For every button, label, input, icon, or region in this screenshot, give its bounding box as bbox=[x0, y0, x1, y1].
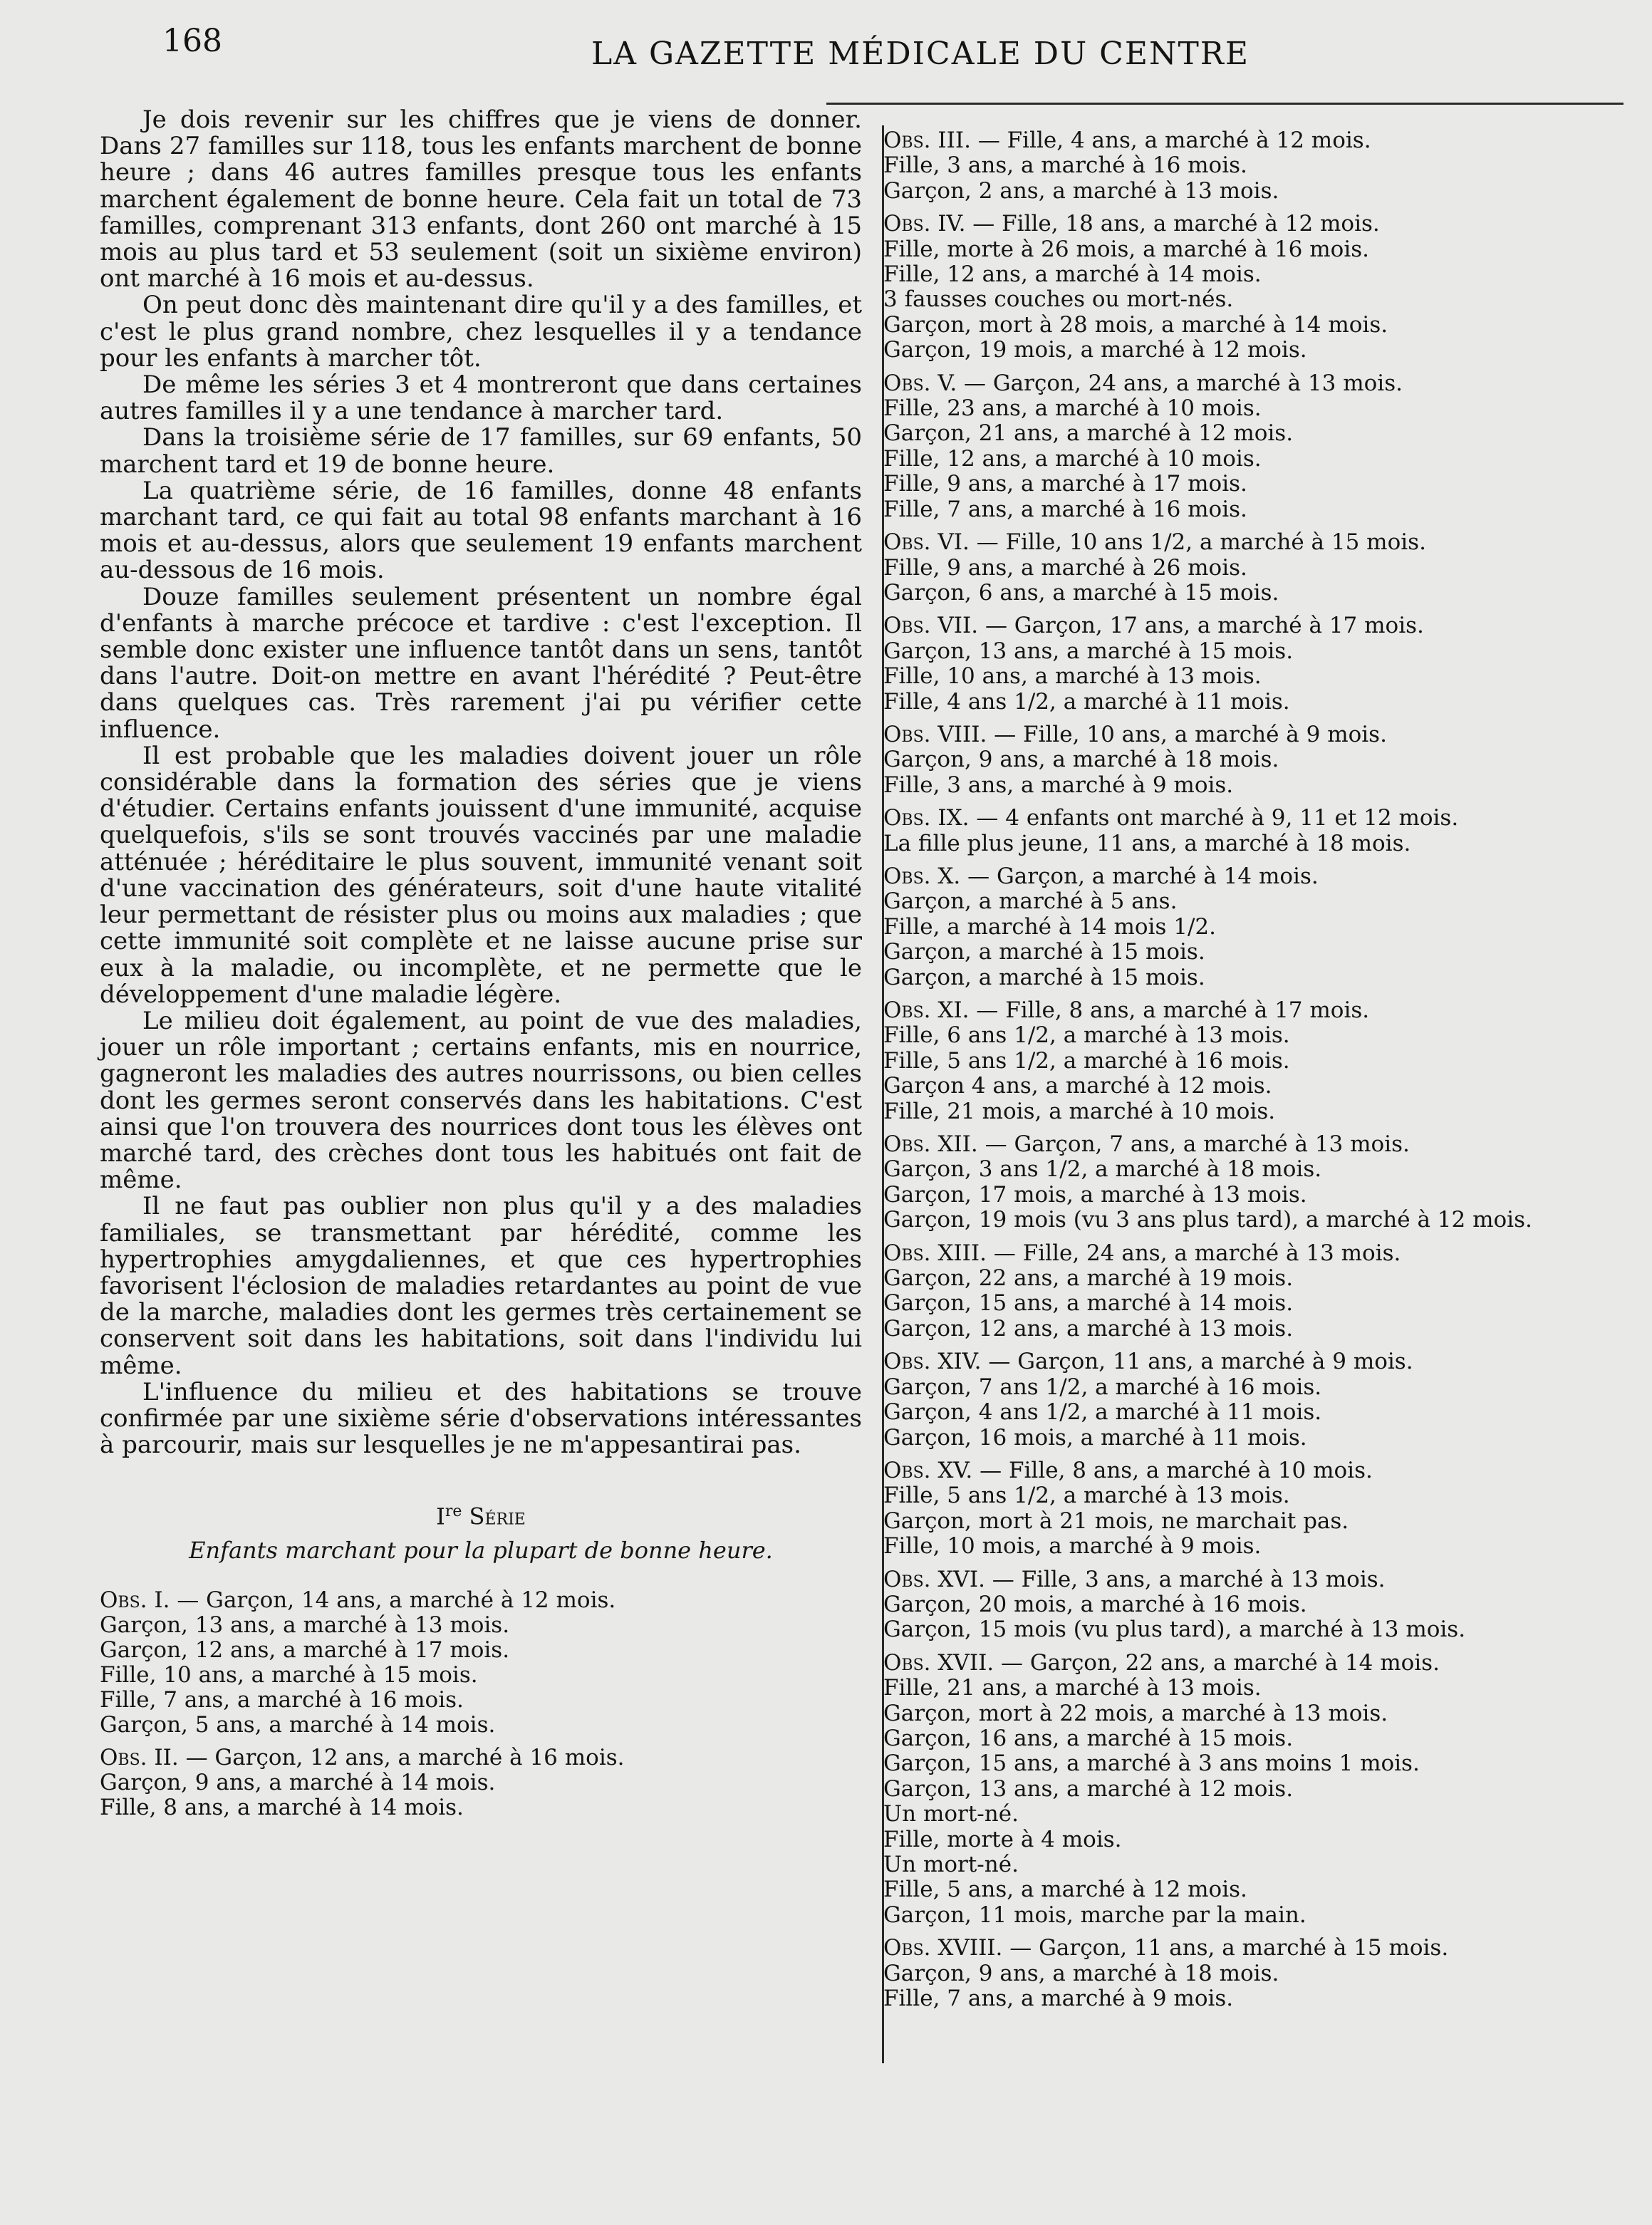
observation-label: Obs. II. bbox=[100, 1745, 179, 1771]
observation-line: Garçon, 6 ans, a marché à 15 mois. bbox=[883, 579, 1279, 606]
observation-first-text: — Garçon, 14 ans, a marché à 12 mois. bbox=[177, 1587, 616, 1614]
page-number: 168 bbox=[162, 23, 222, 59]
header-rule bbox=[826, 103, 1624, 105]
observation-line: Garçon, a marché à 15 mois. bbox=[883, 964, 1205, 990]
observation-first-line bbox=[883, 212, 1610, 237]
observation-first-line bbox=[883, 1241, 1610, 1266]
observation-line: Garçon, 15 mois (vu plus tard), a marché à 13 mois. bbox=[883, 1617, 1466, 1643]
observation-first-line bbox=[883, 1567, 1610, 1592]
observation-block bbox=[883, 1651, 1610, 1928]
observation-line: Fille, a marché à 14 mois 1/2. bbox=[883, 913, 1216, 940]
observation-line: Garçon, 21 ans, a marché à 12 mois. bbox=[883, 420, 1294, 447]
observation-first-line bbox=[883, 1936, 1610, 1961]
observation-first-text: — Fille, 10 ans 1/2, a marché à 15 mois. bbox=[976, 529, 1426, 556]
observation-line: Fille, 3 ans, a marché à 9 mois. bbox=[883, 772, 1234, 798]
observation-line: Fille, 9 ans, a marché à 26 mois. bbox=[883, 554, 1247, 581]
observation-line: 3 fausses couches ou mort-nés. bbox=[883, 286, 1234, 313]
observation-block bbox=[883, 212, 1610, 363]
observation-label: Obs. XIV. bbox=[883, 1349, 982, 1375]
series-ordinal-suffix: re bbox=[445, 1503, 462, 1521]
observation-line: Fille, morte à 26 mois, a marché à 16 mois. bbox=[883, 236, 1369, 262]
observation-line: Fille, 12 ans, a marché à 14 mois. bbox=[883, 261, 1262, 288]
observation-line: Fille, 21 ans, a marché à 13 mois. bbox=[883, 1675, 1262, 1701]
observation-line: Fille, 8 ans, a marché à 14 mois. bbox=[100, 1795, 464, 1821]
observation-first-text: — Garçon, 24 ans, a marché à 13 mois. bbox=[964, 370, 1403, 396]
observation-line: Garçon, mort à 21 mois, ne marchait pas. bbox=[883, 1508, 1349, 1534]
observation-first-text: — Fille, 18 ans, a marché à 12 mois. bbox=[972, 211, 1380, 237]
observation-first-line bbox=[883, 806, 1610, 831]
series-label: Série bbox=[469, 1503, 526, 1531]
observation-block bbox=[883, 371, 1610, 522]
observation-line: Garçon, 3 ans 1/2, a marché à 18 mois. bbox=[883, 1156, 1322, 1183]
series-ordinal: I bbox=[436, 1503, 445, 1531]
observation-label: Obs. X. bbox=[883, 863, 961, 889]
observation-block bbox=[883, 1349, 1610, 1451]
observation-line: Garçon, 16 ans, a marché à 15 mois. bbox=[883, 1725, 1294, 1751]
observation-line: Garçon, 19 mois, a marché à 12 mois. bbox=[883, 337, 1307, 363]
observation-block bbox=[883, 864, 1610, 990]
observation-block bbox=[883, 613, 1610, 715]
observation-first-text: — Fille, 3 ans, a marché à 13 mois. bbox=[992, 1566, 1386, 1592]
observation-line: Garçon, 2 ans, a marché à 13 mois. bbox=[883, 177, 1279, 204]
observation-line: Fille, 10 ans, a marché à 15 mois. bbox=[100, 1662, 478, 1689]
observation-first-line bbox=[883, 722, 1610, 747]
observation-first-line bbox=[100, 1588, 862, 1613]
observation-line: Garçon, a marché à 5 ans. bbox=[883, 888, 1178, 915]
observation-line: La fille plus jeune, 11 ans, a marché à 18 mois. bbox=[883, 830, 1411, 856]
observation-line: Fille, 6 ans 1/2, a marché à 13 mois. bbox=[883, 1022, 1290, 1049]
observation-first-line bbox=[883, 530, 1610, 555]
observation-block bbox=[883, 1132, 1610, 1233]
observation-label: Obs. XV. bbox=[883, 1457, 973, 1483]
observation-label: Obs. XVII. bbox=[883, 1649, 994, 1676]
observation-block bbox=[883, 128, 1610, 204]
observation-label: Obs. IV. bbox=[883, 211, 966, 237]
observation-line: Fille, 9 ans, a marché à 17 mois. bbox=[883, 471, 1247, 497]
observation-label: Obs. V. bbox=[883, 370, 957, 396]
observation-line: Garçon, 22 ans, a marché à 19 mois. bbox=[883, 1265, 1294, 1292]
paragraph: Le milieu doit également, au point de vue des maladies, jouer un rôle important ; certains enfants, mis en nourrice, gagneront les maladies des autres nourrissons, ou bien celles dont les germes seront conservés dans les habitations. C'est ainsi que l'on trouvera des nourrices dont tous les élèves ont marché tard, des crèches dont tous les habitués ont fait de même. bbox=[100, 1006, 862, 1195]
observation-line: Garçon, 13 ans, a marché à 12 mois. bbox=[883, 1775, 1294, 1802]
observation-line: Fille, 10 ans, a marché à 13 mois. bbox=[883, 663, 1262, 690]
observation-label: Obs. XII. bbox=[883, 1131, 978, 1158]
observation-line: Un mort-né. bbox=[883, 1801, 1019, 1827]
observation-line: Fille, 7 ans, a marché à 16 mois. bbox=[883, 496, 1247, 522]
observation-first-text: — Fille, 8 ans, a marché à 17 mois. bbox=[976, 997, 1370, 1023]
observation-line: Fille, 5 ans 1/2, a marché à 13 mois. bbox=[883, 1483, 1290, 1509]
observation-line: Garçon, 12 ans, a marché à 17 mois. bbox=[100, 1637, 510, 1664]
observation-line: Garçon, 17 mois, a marché à 13 mois. bbox=[883, 1181, 1307, 1208]
observation-line: Fille, 5 ans 1/2, a marché à 16 mois. bbox=[883, 1047, 1290, 1074]
observation-first-text: — Garçon, 17 ans, a marché à 17 mois. bbox=[985, 613, 1424, 639]
observation-block bbox=[883, 530, 1610, 606]
observation-line: Garçon, 13 ans, a marché à 13 mois. bbox=[100, 1612, 510, 1639]
observation-line: Fille, 3 ans, a marché à 16 mois. bbox=[883, 152, 1247, 179]
observation-label: Obs. I. bbox=[100, 1587, 170, 1614]
paragraph: On peut donc dès maintenant dire qu'il y a des familles, et c'est le plus grand nombre, chez lesquelles il y a tendance pour les enfants à marcher tôt. bbox=[100, 291, 862, 373]
observation-block bbox=[883, 1458, 1610, 1560]
observation-line: Garçon, 15 ans, a marché à 14 mois. bbox=[883, 1290, 1294, 1317]
observation-block bbox=[883, 1936, 1610, 2011]
observation-label: Obs. XVIII. bbox=[883, 1935, 1003, 1961]
observations-left bbox=[100, 1588, 862, 1820]
observation-first-text: — Garçon, 11 ans, a marché à 15 mois. bbox=[1009, 1935, 1449, 1961]
observation-line: Garçon, a marché à 15 mois. bbox=[883, 939, 1205, 965]
observation-first-text: — Garçon, 7 ans, a marché à 13 mois. bbox=[985, 1131, 1410, 1158]
observation-label: Obs. VI. bbox=[883, 529, 970, 556]
observation-line: Fille, 7 ans, a marché à 9 mois. bbox=[883, 1986, 1234, 2012]
observation-label: Obs. XIII. bbox=[883, 1240, 987, 1266]
observation-line: Un mort-né. bbox=[883, 1852, 1019, 1877]
observation-first-text: — Garçon, a marché à 14 mois. bbox=[967, 863, 1319, 889]
observation-first-line bbox=[100, 1746, 862, 1770]
observation-block bbox=[883, 1567, 1610, 1643]
observation-first-text: — Fille, 8 ans, a marché à 10 mois. bbox=[980, 1457, 1373, 1483]
observation-line: Garçon, 20 mois, a marché à 16 mois. bbox=[883, 1591, 1307, 1617]
observation-line: Garçon, 9 ans, a marché à 18 mois. bbox=[883, 747, 1279, 773]
paragraph: L'influence du milieu et des habitations se trouve confirmée par une sixième série d'observations intéressantes à parcourir, mais sur lesquelles je ne m'appesantirai pas. bbox=[100, 1377, 862, 1460]
observation-line: Fille, 21 mois, a marché à 10 mois. bbox=[883, 1098, 1276, 1124]
observation-line: Fille, 12 ans, a marché à 10 mois. bbox=[883, 445, 1262, 472]
observation-first-text: — Garçon, 11 ans, a marché à 9 mois. bbox=[988, 1349, 1413, 1375]
observation-first-line bbox=[883, 1349, 1610, 1374]
observation-first-text: — Garçon, 12 ans, a marché à 16 mois. bbox=[185, 1745, 625, 1771]
observation-block bbox=[883, 722, 1610, 798]
observation-first-line bbox=[883, 998, 1610, 1023]
observation-line: Garçon, 7 ans 1/2, a marché à 16 mois. bbox=[883, 1374, 1322, 1400]
observation-line: Garçon, mort à 28 mois, a marché à 14 mois. bbox=[883, 311, 1388, 338]
observation-line: Garçon, 19 mois (vu 3 ans plus tard), a marché à 12 mois. bbox=[883, 1207, 1532, 1233]
observation-first-text: — 4 enfants ont marché à 9, 11 et 12 mois. bbox=[976, 805, 1459, 831]
observation-line: Garçon, 11 mois, marche par la main. bbox=[883, 1902, 1306, 1928]
paragraph: Il est probable que les maladies doivent jouer un rôle considérable dans la formation des séries que je viens d'étudier. Certains enfants jouissent d'une immunité, acquise quelquefois, s'ils se sont trouvés vaccinés par une maladie atténuée ; héréditaire le plus souvent, immunité venant soit d'une vaccination des générateurs, soit d'une haute vitalité leur permettant de résister plus ou moins aux maladies ; que cette immunité soit complète et ne laisse aucune prise sur eux à la maladie, ou incomplète, et ne permette que le développement d'une maladie légère. bbox=[100, 741, 862, 1009]
observation-line: Garçon, 15 ans, a marché à 3 ans moins 1 mois. bbox=[883, 1751, 1420, 1777]
observation-label: Obs. XVI. bbox=[883, 1566, 985, 1592]
observation-block bbox=[100, 1746, 862, 1820]
paragraph: Dans la troisième série de 17 familles, sur 69 enfants, 50 marchent tard et 19 de bonne heure. bbox=[100, 423, 862, 479]
observation-line: Fille, 5 ans, a marché à 12 mois. bbox=[883, 1877, 1247, 1903]
observation-first-line bbox=[883, 1651, 1610, 1676]
observation-first-line bbox=[883, 1458, 1610, 1483]
left-column bbox=[100, 107, 862, 1828]
paragraph: La quatrième série, de 16 familles, donne 48 enfants marchant tard, ce qui fait au total 98 enfants marchant à 16 mois et au-dessus, alors que seulement 19 enfants marchent au-dessous de 16 mois. bbox=[100, 476, 862, 585]
observation-block bbox=[883, 806, 1610, 856]
observation-block bbox=[883, 1241, 1610, 1342]
observation-label: Obs. VIII. bbox=[883, 721, 987, 747]
series-heading bbox=[100, 1498, 862, 1530]
observation-line: Fille, 4 ans 1/2, a marché à 11 mois. bbox=[883, 688, 1290, 715]
observation-first-text: — Fille, 24 ans, a marché à 13 mois. bbox=[993, 1240, 1401, 1266]
observation-line: Garçon, 16 mois, a marché à 11 mois. bbox=[883, 1424, 1307, 1451]
observation-line: Garçon, 9 ans, a marché à 14 mois. bbox=[100, 1770, 496, 1796]
paragraph: Je dois revenir sur les chiffres que je viens de donner. Dans 27 familles sur 118, tous les enfants marchent de bonne heure ; dans 46 autres familles presque tous les enfants marchent également de bonne heure. Cela fait un total de 73 familles, comprenant 313 enfants, dont 260 ont marché à 15 mois au plus tard et 53 seulement (soit un sixième environ) ont marché à 16 mois et au-dessus. bbox=[100, 105, 862, 294]
observation-line: Garçon, 12 ans, a marché à 13 mois. bbox=[883, 1315, 1294, 1342]
observations-right bbox=[883, 128, 1610, 2019]
observation-label: Obs. IX. bbox=[883, 805, 970, 831]
series-subtitle: Enfants marchant pour la plupart de bonne heure. bbox=[189, 1537, 773, 1565]
observation-label: Obs. III. bbox=[883, 128, 971, 153]
paragraph: De même les séries 3 et 4 montreront que dans certaines autres familles il y a une tendance à marcher tard. bbox=[100, 370, 862, 426]
observation-first-line bbox=[883, 613, 1610, 638]
observation-block bbox=[883, 998, 1610, 1124]
observation-first-text: — Fille, 4 ans, a marché à 12 mois. bbox=[977, 128, 1371, 153]
observation-first-text: — Garçon, 22 ans, a marché à 14 mois. bbox=[1001, 1649, 1440, 1676]
observation-line: Garçon, mort à 22 mois, a marché à 13 mois. bbox=[883, 1700, 1388, 1726]
observation-label: Obs. XI. bbox=[883, 997, 970, 1023]
observation-first-line bbox=[883, 1132, 1610, 1157]
observation-line: Garçon, 13 ans, a marché à 15 mois. bbox=[883, 638, 1294, 664]
observation-first-line bbox=[883, 128, 1610, 153]
observation-label: Obs. VII. bbox=[883, 613, 979, 639]
observation-line: Garçon 4 ans, a marché à 12 mois. bbox=[883, 1073, 1272, 1099]
observation-line: Fille, 10 mois, a marché à 9 mois. bbox=[883, 1533, 1262, 1560]
paragraph: Il ne faut pas oublier non plus qu'il y a des maladies familiales, se transmettant par hérédité, comme les hypertrophies amygdaliennes, et que ces hypertrophies favorisent l'éclosion de maladies retardantes au point de vue de la marche, maladies dont les germes très certainement se conservent soit dans les habitations, soit dans l'individu lui même. bbox=[100, 1192, 862, 1380]
observation-line: Fille, 7 ans, a marché à 16 mois. bbox=[100, 1687, 464, 1713]
running-title: LA GAZETTE MÉDICALE DU CENTRE bbox=[591, 36, 1250, 72]
paragraph: Douze familles seulement présentent un nombre égal d'enfants à marche précoce et tardive : c'est l'exception. Il semble donc exister une influence tantôt dans un sens, tantôt dans l'autre. Doit-on mettre en avant l'hérédité ? Peut-être dans quelques cas. Très rarement j'ai pu vérifier cette influence. bbox=[100, 582, 862, 744]
observation-line: Garçon, 4 ans 1/2, a marché à 11 mois. bbox=[883, 1399, 1322, 1426]
observation-first-line bbox=[883, 371, 1610, 396]
observation-first-line bbox=[883, 864, 1610, 889]
observation-line: Garçon, 9 ans, a marché à 18 mois. bbox=[883, 1960, 1279, 1986]
observation-block bbox=[100, 1588, 862, 1738]
observation-first-text: — Fille, 10 ans, a marché à 9 mois. bbox=[994, 721, 1387, 747]
observation-line: Fille, morte à 4 mois. bbox=[883, 1826, 1122, 1852]
observation-line: Garçon, 5 ans, a marché à 14 mois. bbox=[100, 1712, 496, 1738]
observation-line: Fille, 23 ans, a marché à 10 mois. bbox=[883, 395, 1262, 422]
